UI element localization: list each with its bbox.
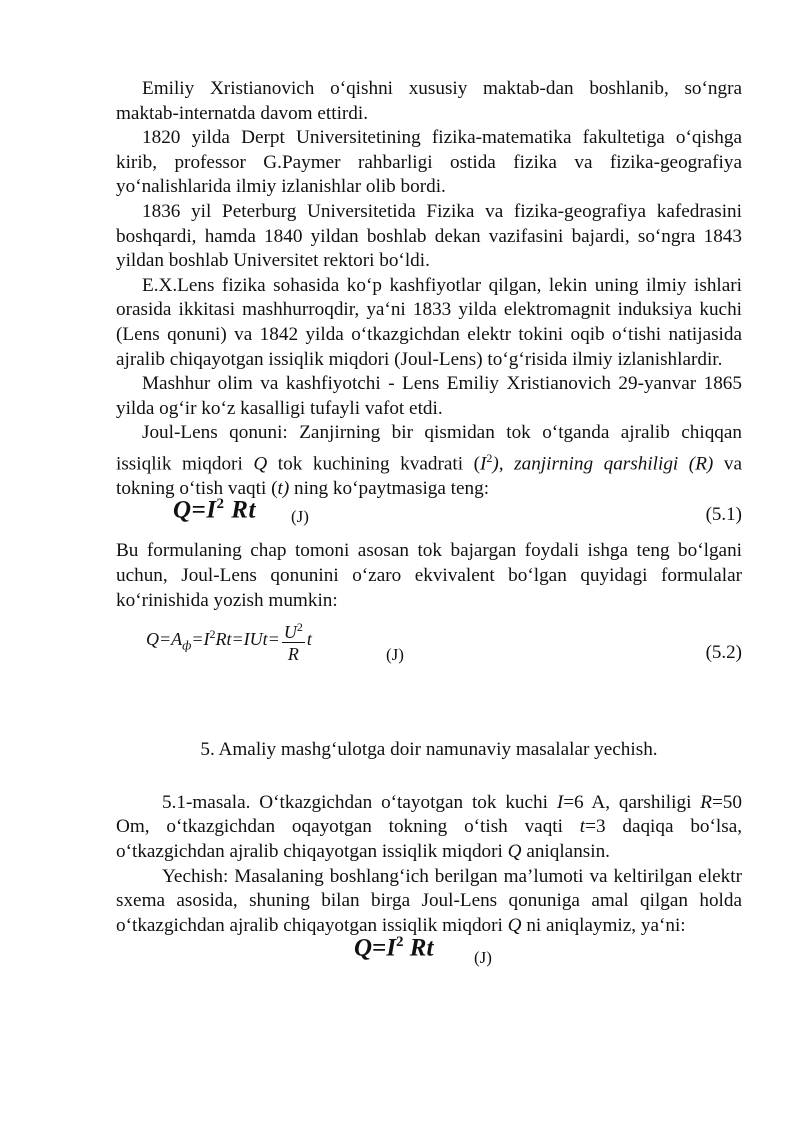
formula-5-2-number: (5.2) [705, 642, 742, 664]
section-heading: 5. Amaliy mashg‘ulotga doir namunaviy masalalar yechish. [200, 739, 658, 761]
paragraph-equivalent-forms: Bu formulaning chap tomoni asosan tok bajargan foydali ishga teng bo‘lgani uchun, Joul-Lens qonunini o‘zaro ekvivalent bo‘lgan quyidagi formulalar ko‘rinishida yozish mumkin: [116, 540, 742, 611]
formula-5-1 [116, 496, 742, 539]
formula-solution-unit: (J) [474, 948, 492, 968]
fraction-u2-over-r: $\frac{U^2}{R}$ [282, 617, 305, 665]
paragraph-joule-lenz-law: Joul-Lens qonuni: Zanjirning bir qismidan tok o‘tganda ajralib chiqqan issiqlik miqdori Q tok kuchining kvadrati $(I^2)$, zanjirning qarshiligi (R) va tokning o‘tish vaqti (t) ning ko‘paytmasiga teng: [116, 422, 743, 499]
formula-5-2-unit: (J) [386, 645, 404, 665]
formula-5-2-expression: $Q=A_ф=I^2Rt=IUt=$ $\frac{U^2}{R}$ t [146, 617, 312, 665]
formula-solution-expression: $Q=I^2$ Rt [354, 934, 434, 962]
formula-5-1-unit: (J) [291, 507, 309, 527]
solution-paragraph: Yechish: Masalaning boshlang‘ich berilgan ma’lumoti va keltirilgan elektr sxema asosida, shuning bilan birga Joul-Lens qonuniga amal qilgan holda o‘tkazgichdan ajralib chiqayotgan issiqlik miqdori Q ni aniqlaymiz, ya‘ni: [116, 865, 742, 936]
formula-5-2 [116, 615, 742, 677]
formula-solution [116, 934, 742, 978]
paragraph-peterburg-university: 1836 yil Peterburg Universitetida Fizika va fizika-geografiya kafedrasini boshqardi, hamda 1840 yildan boshlab dekan vazifasini bajardi, so‘ngra 1843 yildan boshlab Universitet rektori bo‘ldi. [116, 200, 742, 272]
paragraph-derpt-university: 1820 yilda Derpt Universitetining fizika-matematika fakultetiga o‘qishga kirib, professor G.Paymer rahbarligi ostida fizika va fizika-geografiya yo‘nalishlarida ilmiy izlanishlar olib bordi. [116, 127, 742, 198]
paragraph-discoveries: E.X.Lens fizika sohasida ko‘p kashfiyotlar qilgan, lekin uning ilmiy ishlari orasida ikkitasi mashhurroqdir, ya‘ni 1833 yilda elektromagnit induksiya kuchi (Lens qonuni) va 1842 yilda o‘tkazgichdan elektr tokini oqib o‘tishi natijasida ajralib chiqayotgan issiqlik miqdori (Joul-Lens) to‘g‘risida ilmiy izlanishlardir. [116, 274, 742, 370]
formula-5-1-expression: $Q=I^2$ Rt [173, 496, 256, 524]
formula-5-1-number: (5.1) [705, 504, 742, 526]
paragraph-death: Mashhur olim va kashfiyotchi - Lens Emiliy Xristianovich 29-yanvar 1865 yilda og‘ir ko‘z kasalligi tufayli vafot etdi. [116, 373, 742, 419]
problem-5-1: 5.1-masala. O‘tkazgichdan o‘tayotgan tok kuchi I=6 A, qarshiligi R=50 Om, o‘tkazgichdan oqayotgan tokning o‘tish vaqti t=3 daqiqa bo‘lsa, o‘tkazgichdan ajralib chiqayotgan issiqlik miqdori Q aniqlansin. [116, 791, 743, 863]
paragraph-education: Emiliy Xristianovich o‘qishni xususiy maktab-dan boshlanib, so‘ngra maktab-internatda davom ettirdi. [116, 78, 742, 124]
